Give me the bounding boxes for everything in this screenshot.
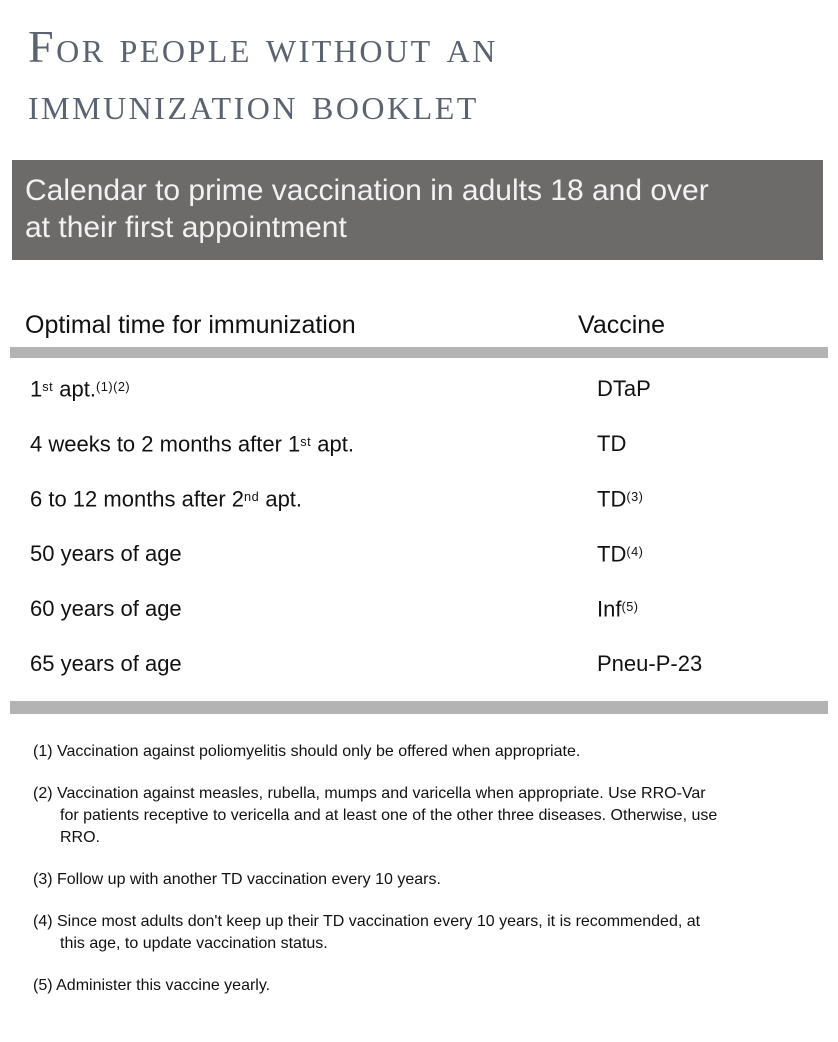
footnote-line: (3) Follow up with another TD vaccination every 10 years. [33,871,441,888]
table-bottom-divider [10,701,828,714]
vaccine-cell [575,431,626,457]
footnote [33,741,826,763]
footnote-line: RRO. [60,829,100,846]
text-segment: apt. [259,486,303,512]
superscript: (4) [626,544,644,560]
footnote [33,911,826,955]
text-segment: TD [597,541,627,567]
text-segment: 65 years of age [30,650,182,676]
vaccine-cell [575,484,643,513]
column-header-optimal-time: Optimal time for immunization [25,311,356,339]
table-top-divider [10,347,828,358]
table-row [0,526,838,581]
text-segment: Pneu-P-23 [597,650,703,676]
superscript: (1)(2) [95,379,131,395]
optimal-time-cell [30,596,575,622]
footnote [33,975,826,997]
table-header-row [25,310,838,340]
document-page [0,18,838,1042]
text-segment: 60 years of age [30,595,182,621]
optimal-time-cell [30,429,575,458]
section-banner [12,160,823,260]
footnote-line: (4) Since most adults don't keep up their TD vaccination every 10 years, it is recommended, at [33,913,701,930]
text-segment: apt. [53,376,96,402]
vaccine-cell [575,594,639,623]
superscript: nd [244,489,260,505]
text-segment: Inf [597,596,622,622]
text-segment: TD [597,486,627,512]
footnote [33,869,826,891]
optimal-time-cell [30,651,575,677]
superscript: (5) [621,599,639,615]
footnote [33,783,826,849]
footnote-line: for patients receptive to vericella and at least one of the other three diseases. Otherwise, use [60,807,718,824]
text-segment: 4 weeks to 2 months after 1 [30,431,301,457]
table-row [0,581,838,636]
footnote-line: this age, to update vaccination status. [60,935,328,952]
table-rows [0,361,838,691]
text-segment: 6 to 12 months after 2 [30,486,245,512]
text-segment: 50 years of age [30,540,182,566]
table-row [0,416,838,471]
text-segment: DTaP [597,375,651,401]
footnote-line: (1) Vaccination against poliomyelitis should only be offered when appropriate. [33,743,581,760]
superscript: (3) [626,489,644,505]
banner-line1: Calendar to prime vaccination in adults 18 and over [25,174,709,207]
footnote-line: (5) Administer this vaccine yearly. [33,977,271,994]
vaccine-cell [575,539,643,568]
footnotes [33,741,826,997]
text-segment: 1 [30,376,43,402]
superscript: st [300,434,312,450]
text-segment: TD [597,430,627,456]
page-title [28,18,818,132]
text-segment: apt. [311,431,354,457]
optimal-time-cell [30,374,575,403]
optimal-time-cell [30,484,575,513]
table-row [0,361,838,416]
vaccine-cell [575,651,702,677]
banner-line2: at their first appointment [25,211,347,244]
table-row [0,471,838,526]
page-title-line1: For people without an [28,21,498,72]
column-header-vaccine: Vaccine [578,311,666,339]
footnote-line: (2) Vaccination against measles, rubella, mumps and varicella when appropriate. Use RRO-Var [33,785,706,802]
optimal-time-cell [30,541,575,567]
table-row [0,636,838,691]
superscript: st [42,379,54,395]
page-title-line2: immunization booklet [28,78,479,129]
vaccine-cell [575,376,651,402]
